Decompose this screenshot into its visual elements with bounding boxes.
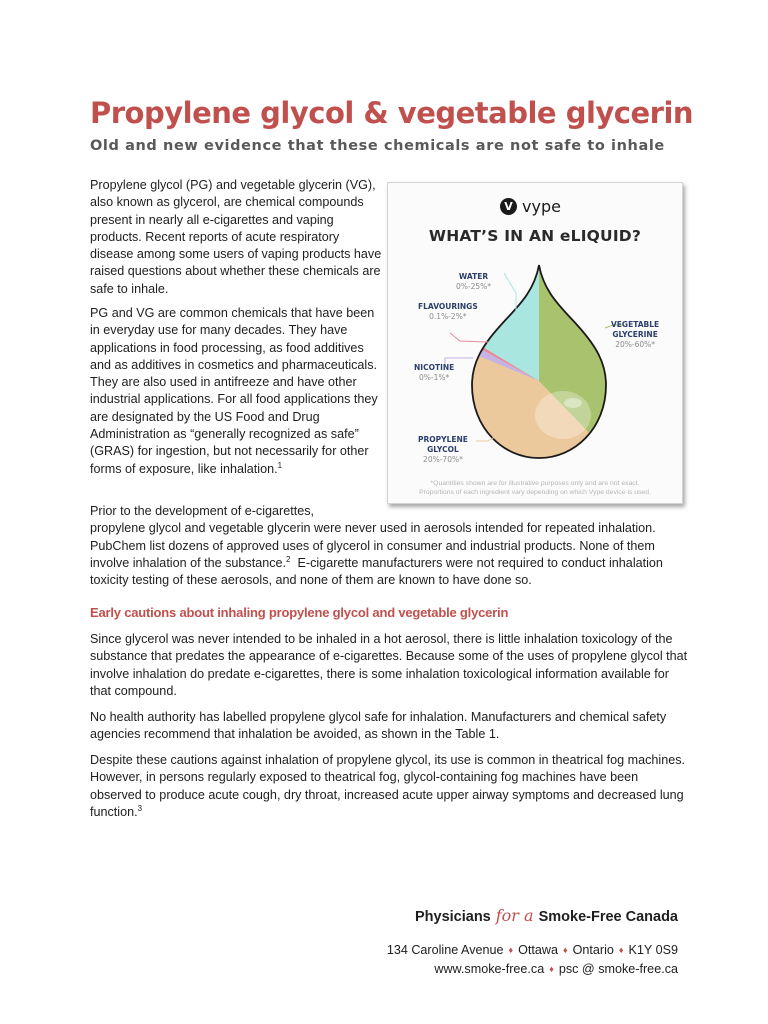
organization-name: Physicians for a Smoke-Free Canada bbox=[414, 906, 678, 925]
section-heading: Early cautions about inhaling propylene glycol and vegetable glycerin bbox=[90, 605, 509, 620]
nicotine-label: NICOTINE 0%-1%* bbox=[414, 363, 455, 382]
vegetable-glycerine-label: VEGETABLE GLYCERINE 20%-60%* bbox=[611, 320, 660, 349]
eliquid-infographic bbox=[387, 182, 683, 504]
prior-paragraph-text: propylene glycol and vegetable glycerin were never used in aerosols intended for repeated inhalation. PubChem list dozens of approved uses of glycerol in consumer and industrial products. None of them involve inhalation of the substance. bbox=[90, 521, 656, 570]
email-link[interactable]: psc @ smoke-free.ca bbox=[558, 962, 678, 976]
footnote-ref: 1 bbox=[277, 460, 283, 470]
page-subtitle: Old and new evidence that these chemicals are not safe to inhale bbox=[90, 138, 665, 154]
footnote-ref: 3 bbox=[137, 803, 143, 813]
fog-paragraph-text: Despite these cautions against inhalation of propylene glycol, its use is common in theatrical fog machines. However, in persons regularly exposed to theatrical fog, glycol-containing fog machines have been observed to produce acute cough, dry throat, increased acute upper airway symptoms and decreased lung function. bbox=[90, 753, 686, 819]
infographic-disclaimer: *Quantities shown are for illustrative purposes only and are not exact. Proportions of each ingredient vary depending on which Vype device is used. bbox=[419, 480, 651, 496]
org-script-text: for a bbox=[495, 906, 534, 925]
contact-line bbox=[434, 962, 678, 976]
prior-paragraph-line1: Prior to the development of e-cigarettes, bbox=[90, 504, 315, 518]
water-label: WATER 0%-25%* bbox=[456, 272, 492, 291]
common-use-paragraph bbox=[90, 305, 382, 478]
glycerol-paragraph: Since glycerol was never intended to be inhaled in a hot aerosol, there is little inhalation toxicology of the substance that predates the appearance of e-cigarettes. Because some of the uses of propylene glycol that involve inhalation do predate e-cigarettes, there is some inhalation toxicological information available for that compound. bbox=[90, 632, 688, 698]
common-use-text: PG and VG are common chemicals that have been in everyday use for many decades. They have applications in food processing, as food additives and as additives in cosmetics and pharmaceuticals. They are also used in antifreeze and have other industrial applications. For all food applications they are designated by the US Food and Drug Administration as “generally recognized as safe” (GRAS) for ingestion, but not necessarily for other forms of exposure, like inhalation. bbox=[90, 306, 378, 476]
page-title: Propylene glycol & vegetable glycerin bbox=[90, 96, 694, 130]
prior-paragraph bbox=[90, 503, 690, 589]
infographic-title: WHAT’S IN AN eLIQUID? bbox=[428, 227, 642, 245]
footnote-ref: 2 bbox=[286, 554, 291, 564]
flavourings-label: FLAVOURINGS 0.1%-2%* bbox=[418, 302, 478, 321]
prior-paragraph-text-2: E-cigarette manufacturers were not required to conduct inhalation toxicity testing of these aerosols, and none of them are known to have done so. bbox=[90, 555, 667, 588]
diamond-separator-icon: ♦ bbox=[563, 945, 568, 955]
diamond-separator-icon: ♦ bbox=[549, 964, 554, 974]
vype-logo-icon: V bbox=[500, 198, 517, 215]
website-link[interactable]: www.smoke-free.ca bbox=[434, 962, 545, 976]
fog-paragraph bbox=[90, 752, 690, 821]
intro-paragraph: Propylene glycol (PG) and vegetable glycerin (VG), also known as glycerol, are chemical compounds present in nearly all e-cigarettes and vaping products. Recent reports of acute respiratory disease among some users of vaping products have raised questions about whether these chemicals are safe to inhale. bbox=[90, 178, 382, 296]
address-line: 134 Caroline Avenue ♦ Ottawa ♦ Ontario ♦ K1Y 0S9 bbox=[386, 943, 678, 957]
authority-paragraph: No health authority has labelled propylene glycol safe for inhalation. Manufacturers and chemical safety agencies recommend that inhalation be avoided, as shown in the Table 1. bbox=[90, 710, 667, 742]
diamond-separator-icon: ♦ bbox=[618, 945, 624, 955]
propylene-glycol-label: PROPYLENE GLYCOL 20%-70%* bbox=[418, 435, 468, 464]
diamond-separator-icon: ♦ bbox=[508, 945, 514, 955]
brand-name: vype bbox=[522, 197, 561, 216]
